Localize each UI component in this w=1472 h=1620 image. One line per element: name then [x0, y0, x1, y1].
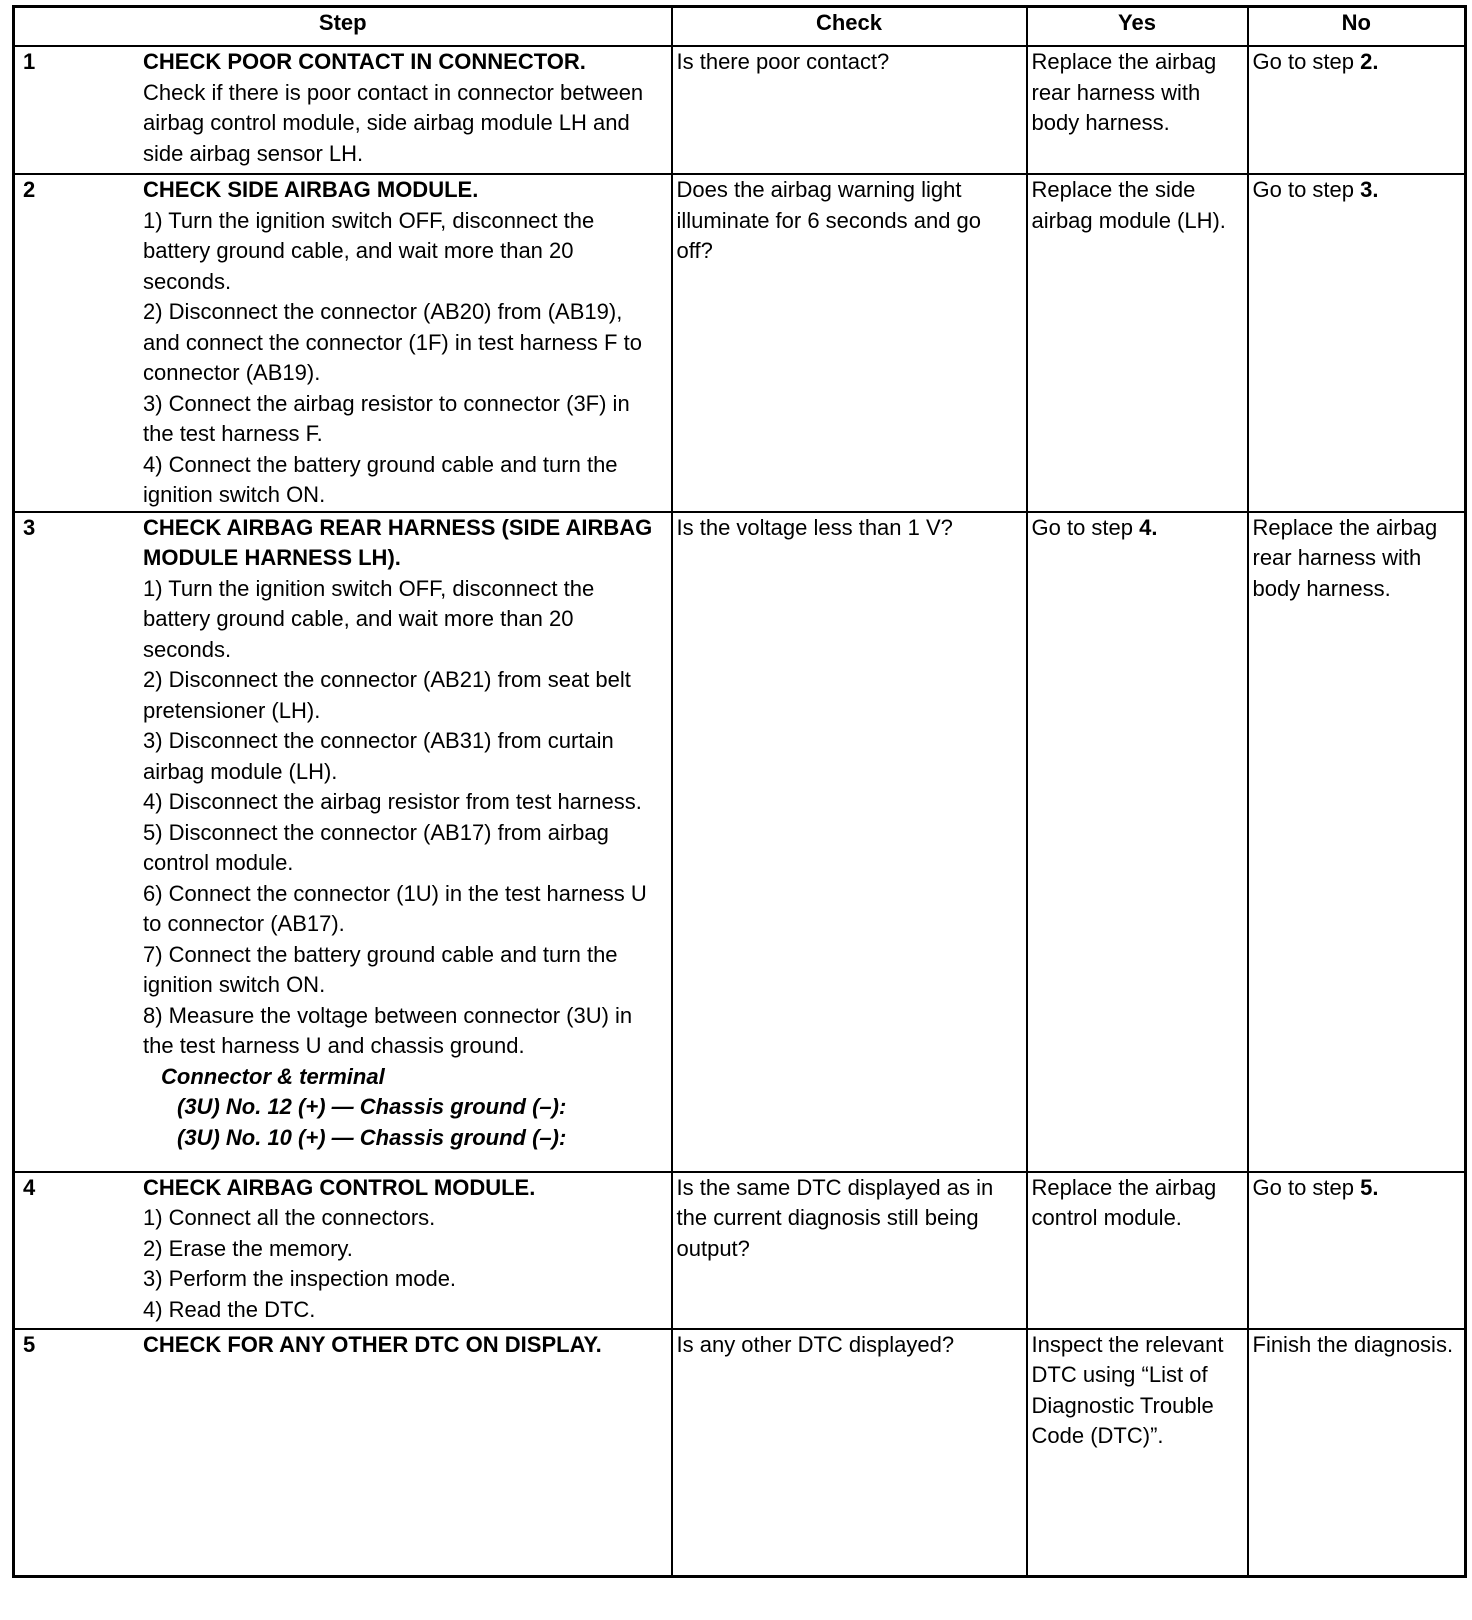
yes-cell: Replace the side airbag module (LH).	[1027, 174, 1248, 512]
header-yes: Yes	[1027, 7, 1248, 47]
step-title: CHECK POOR CONTACT IN CONNECTOR.	[143, 49, 586, 74]
instruction: 5) Disconnect the connector (AB17) from airbag control module.	[143, 819, 609, 875]
yes-step-ref: 4.	[1139, 514, 1158, 540]
instruction: 4) Read the DTC.	[143, 1296, 316, 1322]
step-cell	[14, 174, 672, 512]
check-cell: Is there poor contact?	[672, 46, 1027, 174]
yes-cell: Inspect the relevant DTC using “List of Diagnostic Trouble Code (DTC)”.	[1027, 1329, 1248, 1577]
table-row	[14, 1329, 1466, 1577]
step-number: 4	[23, 1174, 36, 1200]
no-text: Go to step	[1252, 49, 1355, 74]
table-row	[14, 46, 1466, 174]
spec-line: (3U) No. 12 (+) — Chassis ground (–):	[177, 1094, 567, 1119]
step-number: 5	[23, 1331, 36, 1357]
spec-heading: Connector & terminal	[161, 1063, 385, 1089]
check-cell: Is the same DTC displayed as in the current diagnosis still being output?	[672, 1172, 1027, 1329]
no-cell	[1248, 1172, 1466, 1329]
header-row	[14, 7, 1466, 47]
no-cell	[1248, 174, 1466, 512]
step-title: CHECK SIDE AIRBAG MODULE.	[143, 177, 479, 202]
yes-text: Go to step	[1031, 514, 1134, 540]
check-cell: Is any other DTC displayed?	[672, 1329, 1027, 1577]
instruction: 7) Connect the battery ground cable and turn the ignition switch ON.	[143, 941, 618, 997]
step-cell	[14, 512, 672, 1172]
no-text: Go to step	[1252, 177, 1355, 202]
step-number: 2	[23, 177, 36, 202]
instruction: 3) Connect the airbag resistor to connector (3F) in the test harness F.	[143, 390, 630, 446]
diagnostic-table	[12, 5, 1467, 1578]
header-step: Step	[14, 7, 672, 47]
table-row	[14, 1172, 1466, 1329]
no-step-ref: 5.	[1360, 1174, 1379, 1200]
instruction: 4) Disconnect the airbag resistor from test harness.	[143, 789, 642, 814]
check-cell: Does the airbag warning light illuminate for 6 seconds and go off?	[672, 174, 1027, 512]
table-row	[14, 174, 1466, 512]
step-title: CHECK AIRBAG CONTROL MODULE.	[143, 1174, 536, 1200]
instruction: 8) Measure the voltage between connector (3U) in the test harness U and chassis ground.	[143, 1002, 633, 1058]
instruction: 2) Disconnect the connector (AB20) from (AB19), and connect the connector (1F) in test harness F to connector (AB19).	[143, 299, 642, 385]
no-cell	[1248, 46, 1466, 174]
step-cell	[14, 46, 672, 174]
instruction: 4) Connect the battery ground cable and turn the ignition switch ON.	[143, 451, 618, 507]
header-check: Check	[672, 7, 1027, 47]
instruction: 2) Disconnect the connector (AB21) from seat belt pretensioner (LH).	[143, 667, 631, 723]
yes-cell: Replace the airbag rear harness with body harness.	[1027, 46, 1248, 174]
step-number: 3	[23, 514, 36, 540]
instruction: 3) Disconnect the connector (AB31) from curtain airbag module (LH).	[143, 728, 614, 784]
check-cell: Is the voltage less than 1 V?	[672, 512, 1027, 1172]
table-row	[14, 512, 1466, 1172]
no-step-ref: 2.	[1360, 49, 1379, 74]
no-text: Go to step	[1252, 1174, 1355, 1200]
instruction: 3) Perform the inspection mode.	[143, 1266, 457, 1291]
step-title: CHECK FOR ANY OTHER DTC ON DISPLAY.	[143, 1331, 602, 1357]
header-no: No	[1248, 7, 1466, 47]
no-cell: Finish the diagnosis.	[1248, 1329, 1466, 1577]
step-title: CHECK AIRBAG REAR HARNESS (SIDE AIRBAG MODULE HARNESS LH).	[143, 514, 653, 570]
step-text: Check if there is poor contact in connector between airbag control module, side airbag module LH and side airbag sensor LH.	[143, 79, 644, 166]
instruction: 1) Turn the ignition switch OFF, disconnect the battery ground cable, and wait more than 20 seconds.	[143, 207, 595, 294]
spec-line: (3U) No. 10 (+) — Chassis ground (–):	[177, 1124, 567, 1150]
no-step-ref: 3.	[1360, 177, 1379, 202]
no-cell: Replace the airbag rear harness with body harness.	[1248, 512, 1466, 1172]
instruction: 6) Connect the connector (1U) in the test harness U to connector (AB17).	[143, 880, 647, 936]
instruction: 2) Erase the memory.	[143, 1235, 353, 1261]
step-number: 1	[23, 49, 36, 74]
yes-cell: Replace the airbag control module.	[1027, 1172, 1248, 1329]
yes-cell	[1027, 512, 1248, 1172]
step-cell	[14, 1172, 672, 1329]
instruction: 1) Connect all the connectors.	[143, 1205, 436, 1230]
instruction: 1) Turn the ignition switch OFF, disconnect the battery ground cable, and wait more than 20 seconds.	[143, 575, 595, 662]
step-cell	[14, 1329, 672, 1577]
